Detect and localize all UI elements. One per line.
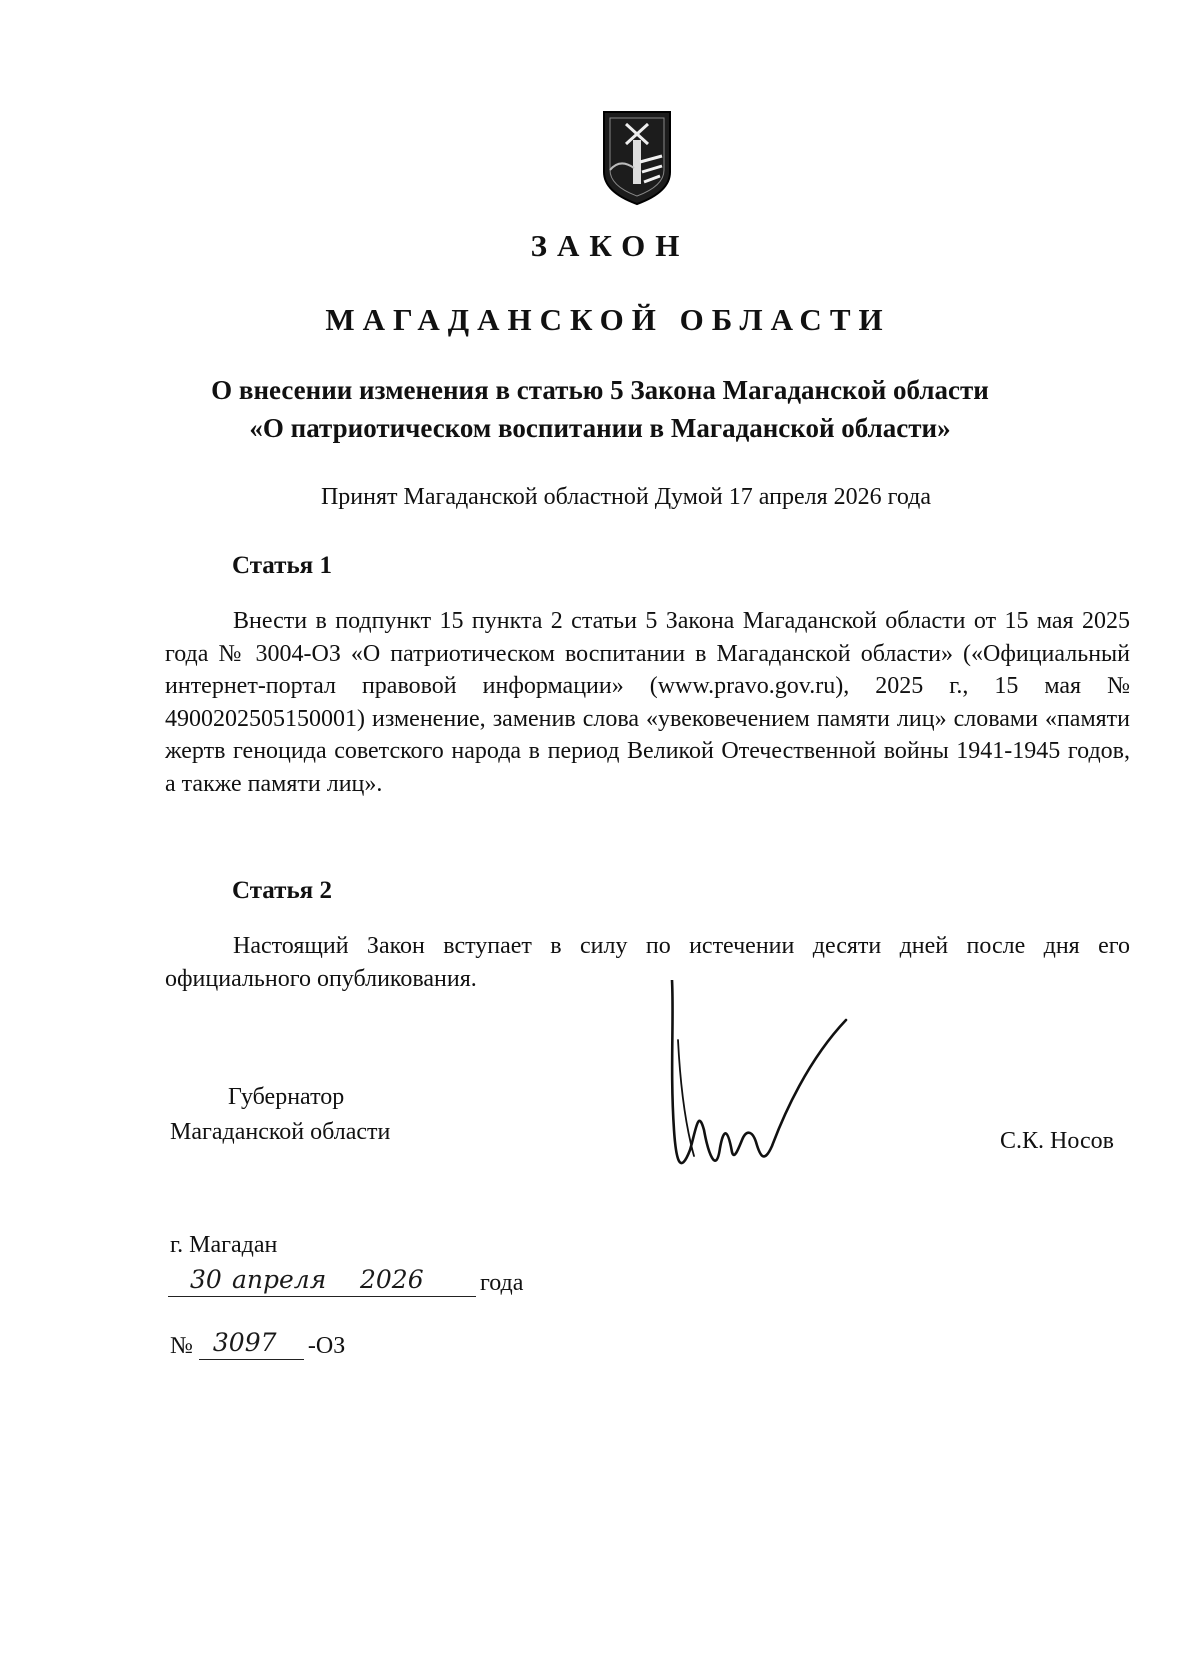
city: г. Магадан (170, 1232, 278, 1258)
date-suffix: года (480, 1270, 524, 1296)
document-region: МАГАДАНСКОЙ ОБЛАСТИ (325, 302, 891, 337)
document-type: ЗАКОН (530, 228, 690, 263)
signing-date (168, 1262, 523, 1297)
signatory-position-line1: Губернатор (228, 1084, 345, 1110)
date-year: 2026 (360, 1265, 424, 1294)
signatory-position-line2: Магаданской области (170, 1119, 391, 1145)
law-title-line2: «О патриотическом воспитании в Магаданской области» (249, 413, 951, 443)
number-underline (199, 1325, 304, 1360)
coat-of-arms-icon (600, 110, 674, 206)
article-1-heading: Статья 1 (232, 552, 332, 579)
article-2-heading: Статья 2 (232, 877, 332, 904)
date-day: 30 (190, 1265, 222, 1294)
signatory-name: С.К. Носов (1000, 1128, 1114, 1154)
adoption-note: Принят Магаданской областной Думой 17 апреля 2026 года (320, 484, 932, 510)
article-2-text: Настоящий Закон вступает в силу по истечении десяти дней после дня его официального опубликования. (165, 933, 1130, 992)
number-value: 3097 (212, 1328, 277, 1357)
number-prefix: № (170, 1333, 193, 1359)
date-underline (168, 1262, 476, 1297)
handwritten-signature (668, 980, 848, 1196)
number-suffix: -ОЗ (307, 1333, 346, 1359)
date-month: апреля (232, 1265, 327, 1294)
law-number (170, 1325, 345, 1360)
signatory-position (170, 1080, 390, 1150)
article-1-text: Внести в подпункт 15 пункта 2 статьи 5 Закона Магаданской области от 15 мая 2025 года № 3004-ОЗ «О патриотическом воспитании в Магаданской области» («Официальный интернет-портал правовой информации» (www.pravo.gov.ru), 2025 г., 15 мая № 4900202505150001) изменение, заменив слова «увековечением памяти лиц» словами «памяти жертв геноцида советского народа в период Великой Отечественной войны 1941-1945 годов, а также памяти лиц». (165, 608, 1130, 797)
law-title-line1: О внесении изменения в статью 5 Закона Магаданской области (211, 375, 989, 405)
